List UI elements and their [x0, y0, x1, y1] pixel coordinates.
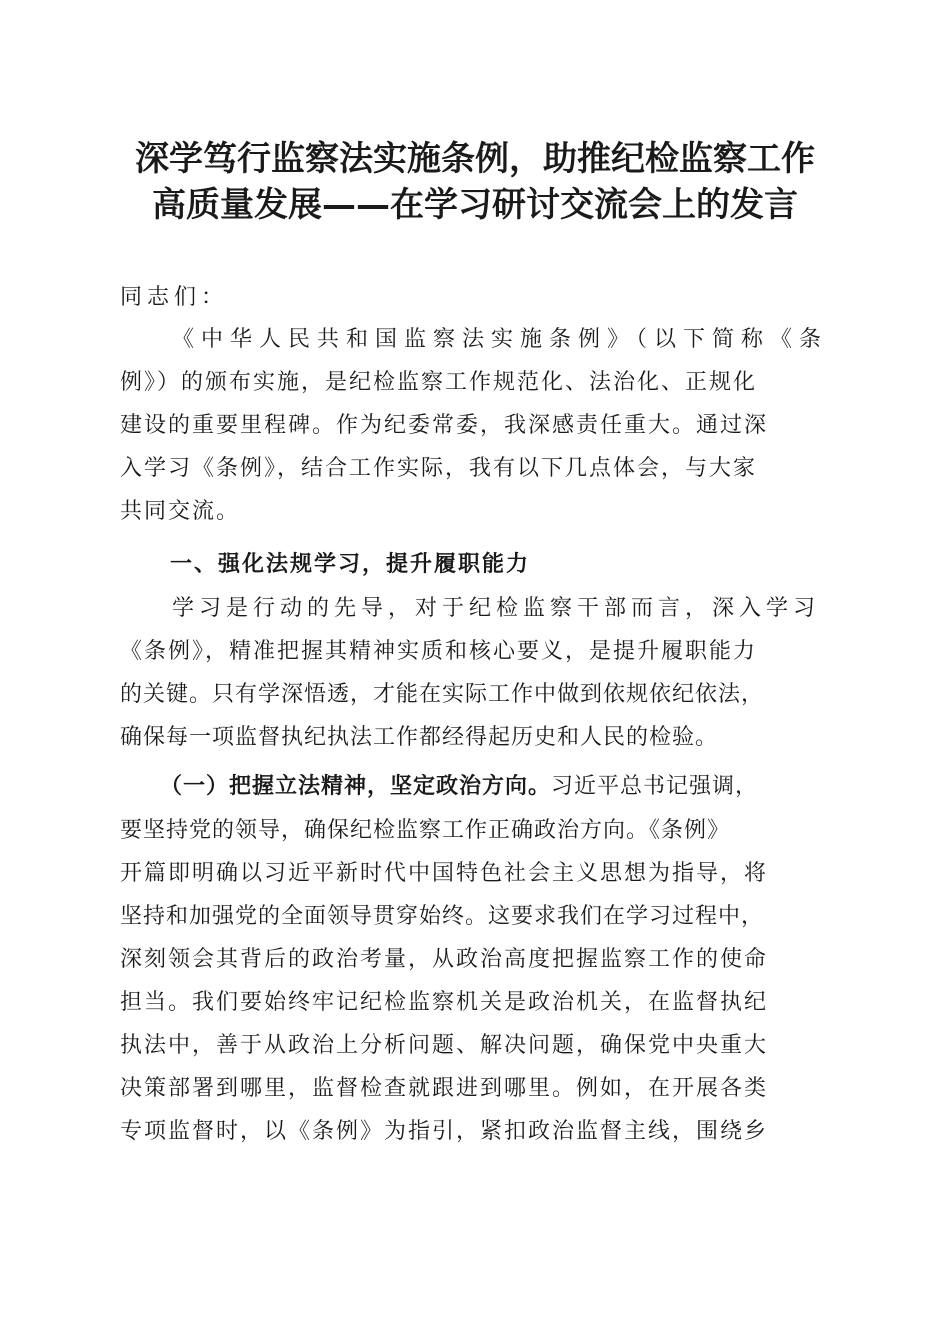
- paragraph-line: 入学习《条例》，结合工作实际，我有以下几点体会，与大家: [120, 456, 758, 481]
- title-line-2: 高质量发展——在学习研讨交流会上的发言: [152, 185, 798, 225]
- paragraph-line: 《条例》，精准把握其精神实质和核心要义，是提升履职能力: [120, 639, 758, 664]
- title-line-1: 深学笃行监察法实施条例，助推纪检监察工作: [135, 139, 815, 179]
- paragraph-line: 深刻领会其背后的政治考量，从政治高度把握监察工作的使命: [120, 947, 769, 972]
- paragraph-line: 执法中，善于从政治上分析问题、解决问题，确保党中央重大: [120, 1033, 769, 1058]
- salutation: 同志们：: [120, 285, 229, 310]
- paragraph-line: 共同交流。: [120, 499, 241, 524]
- paragraph-line: 确保每一项监督执纪执法工作都经得起历史和人民的检验。: [120, 725, 719, 750]
- paragraph-line: 建设的重要里程碑。作为纪委常委，我深感责任重大。通过深: [120, 413, 769, 438]
- paragraph-line: 要坚持党的领导，确保纪检监察工作正确政治方向。《条例》: [120, 818, 731, 843]
- paragraph-line: 例》）的颁布实施，是纪检监察工作规范化、法治化、正规化: [120, 370, 758, 395]
- subsection-line: [160, 772, 758, 802]
- subsection-text: 习近平总书记强调，: [551, 774, 759, 799]
- paragraph-line: 学习是行动的先导，对于纪检监察干部而言，深入学习: [172, 596, 821, 621]
- paragraph-line: 专项监督时，以《条例》为指引，紧扣政治监督主线，围绕乡: [120, 1119, 769, 1144]
- paragraph-line: 决策部署到哪里，监督检查就跟进到哪里。例如，在开展各类: [120, 1076, 769, 1101]
- paragraph-line: 的关键。只有学深悟透，才能在实际工作中做到依规依纪依法，: [120, 682, 765, 707]
- paragraph-line: 《中华人民共和国监察法实施条例》（以下简称《条: [172, 327, 829, 352]
- paragraph-line: 坚持和加强党的全面领导贯穿始终。这要求我们在学习过程中，: [120, 904, 765, 929]
- section-heading: 一、强化法规学习，提升履职能力: [170, 552, 531, 577]
- paragraph-line: 担当。我们要始终牢记纪检监察机关是政治机关，在监督执纪: [120, 990, 769, 1015]
- paragraph-line: 开篇即明确以习近平新时代中国特色社会主义思想为指导，将: [120, 861, 769, 886]
- subsection-heading: （一）把握立法精神，坚定政治方向。: [160, 774, 552, 799]
